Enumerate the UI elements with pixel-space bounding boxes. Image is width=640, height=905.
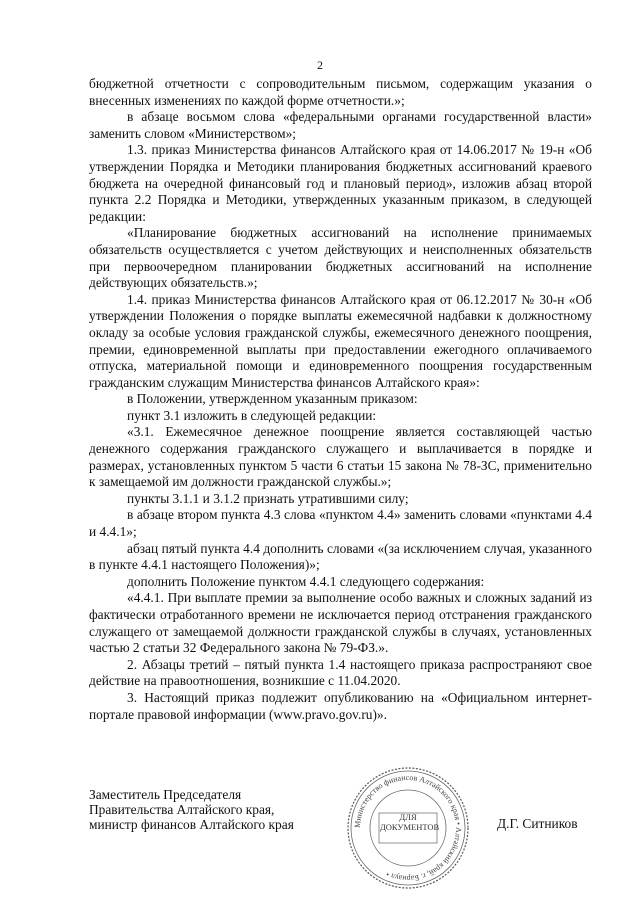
signatory-name: Д.Г. Ситников: [497, 816, 578, 831]
seal-center-line: ДОКУМЕНТОВ: [380, 822, 440, 832]
paragraph: в абзаце восьмом слова «федеральными органами государственной власти» заменить словом «Министерством»;: [89, 109, 592, 141]
paragraph: в Положении, утвержденном указанным приказом:: [127, 391, 418, 407]
signatory-title-line: Заместитель Председателя: [89, 787, 242, 802]
paragraph: 2. Абзацы третий – пятый пункта 1.4 настоящего приказа распространяют свое действие на правоотношения, возникшие с 11.04.2020.: [89, 656, 592, 689]
seal-ring-text: Министерство финансов Алтайского края • Алтайский край, г. Барнаул •: [352, 772, 464, 884]
seal-center-line: ДЛЯ: [399, 812, 417, 822]
paragraph: «4.4.1. При выплате премии за выполнение особо важных и сложных заданий из фактически отработанного времени не исключается период отстранения гражданского служащего от замещаемой должности гражданской службы в случаях, установленных частью 2 статьи 32 Федерального закона № 79-ФЗ.».: [89, 590, 592, 656]
paragraph: «Планирование бюджетных ассигнований на исполнение принимаемых обязательств осуществляется с учетом действующих и неисполненных обязательств при первоочередном планировании бюджетных ассигнований на исполнение действующих обязательств.»;: [89, 225, 592, 291]
page-number: 2: [317, 58, 323, 72]
paragraph: «3.1. Ежемесячное денежное поощрение является составляющей частью денежного содержания гражданского служащего и выплачивается в порядке и размерах, установленных пунктом 5 части 6 статьи 15 закона № 78-ЗС, применительно к замещаемой им должности гражданской службы.»;: [89, 424, 592, 490]
document-body: [89, 76, 592, 723]
paragraph: в абзаце втором пункта 4.3 слова «пунктом 4.4» заменить словами «пунктами 4.4 и 4.4.1»;: [89, 507, 592, 540]
paragraph: 1.4. приказ Министерства финансов Алтайского края от 06.12.2017 № 30-н «Об утверждении Положения о порядке выплаты ежемесячной надбавки к должностному окладу за особые условия гражданской службы, ежемесячного денежного поощрения, премии, единовременной выплаты при предоставлении ежегодного оплачиваемого отпуска, материальной помощи и единовременного поощрения государственным гражданским служащим Министерства финансов Алтайского края»:: [89, 291, 592, 390]
paragraph: дополнить Положение пунктом 4.4.1 следующего содержания:: [127, 573, 485, 589]
official-seal-stamp: [345, 765, 471, 891]
paragraph: пункт 3.1 изложить в следующей редакции:: [127, 407, 377, 423]
seal-center-text: [380, 812, 440, 842]
signatory-title: [89, 787, 294, 832]
paragraph: 3. Настоящий приказ подлежит опубликованию на «Официальном интернет-портале правовой информации (www.pravo.gov.ru)».: [89, 689, 592, 722]
paragraph: бюджетной отчетности с сопроводительным письмом, содержащим указания о внесенных изменениях по каждой форме отчетности.»;: [89, 76, 592, 108]
paragraph: пункты 3.1.1 и 3.1.2 признать утратившими силу;: [127, 490, 409, 506]
paragraph: абзац пятый пункта 4.4 дополнить словами «(за исключением случая, указанного в пункте 4.4.1 настоящего Положения)»;: [89, 540, 592, 573]
paragraph: 1.3. приказ Министерства финансов Алтайского края от 14.06.2017 № 19-н «Об утверждении Порядка и Методики планирования бюджетных ассигнований краевого бюджета на очередной финансовый год и плановый период», изложив абзац второй пункта 2.2 Порядка и Методики, утвержденных указанным приказом, в следующей редакции:: [89, 142, 592, 224]
signatory-title-line: министр финансов Алтайского края: [89, 817, 294, 832]
signatory-title-line: Правительства Алтайского края,: [89, 802, 275, 817]
